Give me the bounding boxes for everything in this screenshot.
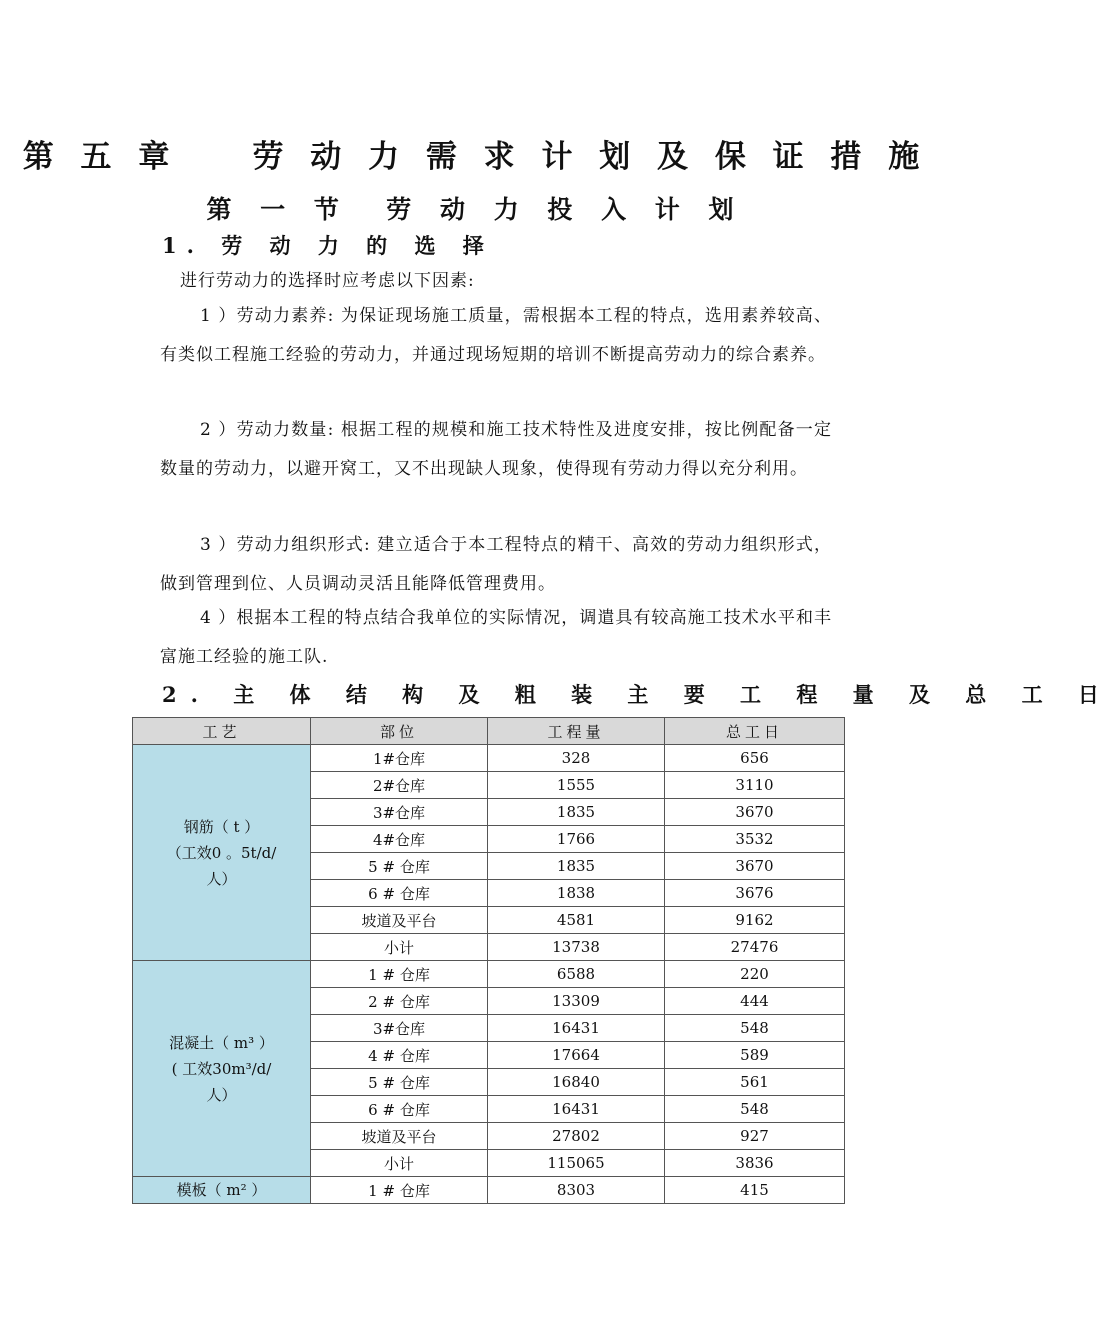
location-cell: 2#仓库 [311,772,488,799]
workdays-cell: 3532 [665,826,845,853]
heading-work-quantity: 2. 主 体 结 构 及 粗 装 主 要 工 程 量 及 总 工 日 [162,682,1113,707]
quantity-cell: 1838 [488,880,665,907]
location-cell: 坡道及平台 [311,1123,488,1150]
location-cell: 3#仓库 [311,1015,488,1042]
location-cell: 1 # 仓库 [311,1177,488,1204]
quantity-cell: 13309 [488,988,665,1015]
quantity-cell: 1835 [488,853,665,880]
category-cell [133,961,311,1177]
category-line: （工效0 。5t/d/ [166,843,277,862]
workdays-cell: 415 [665,1177,845,1204]
quantity-cell: 4581 [488,907,665,934]
category-line: 人） [206,869,237,888]
workdays-cell: 548 [665,1015,845,1042]
quantity-cell: 1555 [488,772,665,799]
location-cell: 1 # 仓库 [311,961,488,988]
quantity-cell: 8303 [488,1177,665,1204]
location-cell: 小计 [311,1150,488,1177]
location-cell: 小计 [311,934,488,961]
quantity-cell: 27802 [488,1123,665,1150]
workdays-cell: 444 [665,988,845,1015]
intro-text: 进行劳动力的选择时应考虑以下因素: [180,271,475,291]
workdays-cell: 9162 [665,907,845,934]
location-cell: 3#仓库 [311,799,488,826]
quantity-cell: 16431 [488,1015,665,1042]
location-cell: 6 # 仓库 [311,880,488,907]
category-line: 模板（ m² ） [176,1181,267,1199]
category-line: 混凝土（ m³ ） [169,1033,274,1052]
header-quantity: 工程量 [488,718,665,745]
category-cell [133,745,311,961]
paragraph-quality: 1 ）劳动力素养: 为保证现场施工质量，需根据本工程的特点，选用素养较高、有类似工程施工经验的劳动力，并通过现场短期的培训不断提高劳动力的综合素养。 [160,306,832,365]
paragraph-team: 4 ）根据本工程的特点结合我单位的实际情况，调遣具有较高施工技术水平和丰富施工经验的施工队. [160,608,832,667]
category-line: 钢筋（ t ） [183,817,260,836]
quantity-cell: 1766 [488,826,665,853]
quantity-cell: 13738 [488,934,665,961]
workdays-cell: 3670 [665,799,845,826]
quantity-cell: 6588 [488,961,665,988]
table-row [133,745,845,772]
workdays-cell: 3836 [665,1150,845,1177]
workdays-cell: 3110 [665,772,845,799]
work-quantity-table [132,717,845,1204]
workdays-cell: 3670 [665,853,845,880]
section-title: 第 一 节 劳 动 力 投 入 计 划 [206,195,744,224]
workdays-cell: 3676 [665,880,845,907]
quantity-cell: 1835 [488,799,665,826]
heading-labor-selection: 1. 劳 动 力 的 选 择 [162,233,494,258]
paragraph-quantity: 2 ）劳动力数量: 根据工程的规模和施工技术特性及进度安排，按比例配备一定数量的劳动力，以避开窝工，又不出现缺人现象，使得现有劳动力得以充分利用。 [160,420,832,479]
chapter-title: 第 五 章 劳 动 力 需 求 计 划 及 保 证 措 施 [22,139,928,175]
table-row [133,961,845,988]
location-cell: 6 # 仓库 [311,1096,488,1123]
quantity-cell: 328 [488,745,665,772]
quantity-cell: 17664 [488,1042,665,1069]
category-line: 人） [206,1085,237,1104]
header-process: 工艺 [133,718,311,745]
workdays-cell: 548 [665,1096,845,1123]
location-cell: 2 # 仓库 [311,988,488,1015]
quantity-cell: 115065 [488,1150,665,1177]
workdays-cell: 656 [665,745,845,772]
workdays-cell: 561 [665,1069,845,1096]
header-location: 部位 [311,718,488,745]
quantity-cell: 16840 [488,1069,665,1096]
location-cell: 4#仓库 [311,826,488,853]
workdays-cell: 589 [665,1042,845,1069]
workdays-cell: 927 [665,1123,845,1150]
location-cell: 5 # 仓库 [311,1069,488,1096]
location-cell: 坡道及平台 [311,907,488,934]
category-cell [133,1177,311,1204]
workdays-cell: 27476 [665,934,845,961]
quantity-cell: 16431 [488,1096,665,1123]
table-header-row [133,718,845,745]
header-workdays: 总工日 [665,718,845,745]
workdays-cell: 220 [665,961,845,988]
category-line: ( 工效30m³/d/ [171,1059,272,1078]
table-row [133,1177,845,1204]
location-cell: 1#仓库 [311,745,488,772]
location-cell: 5 # 仓库 [311,853,488,880]
location-cell: 4 # 仓库 [311,1042,488,1069]
paragraph-organization: 3 ）劳动力组织形式: 建立适合于本工程特点的精干、高效的劳动力组织形式，做到管理到位、人员调动灵活且能降低管理费用。 [160,535,832,594]
